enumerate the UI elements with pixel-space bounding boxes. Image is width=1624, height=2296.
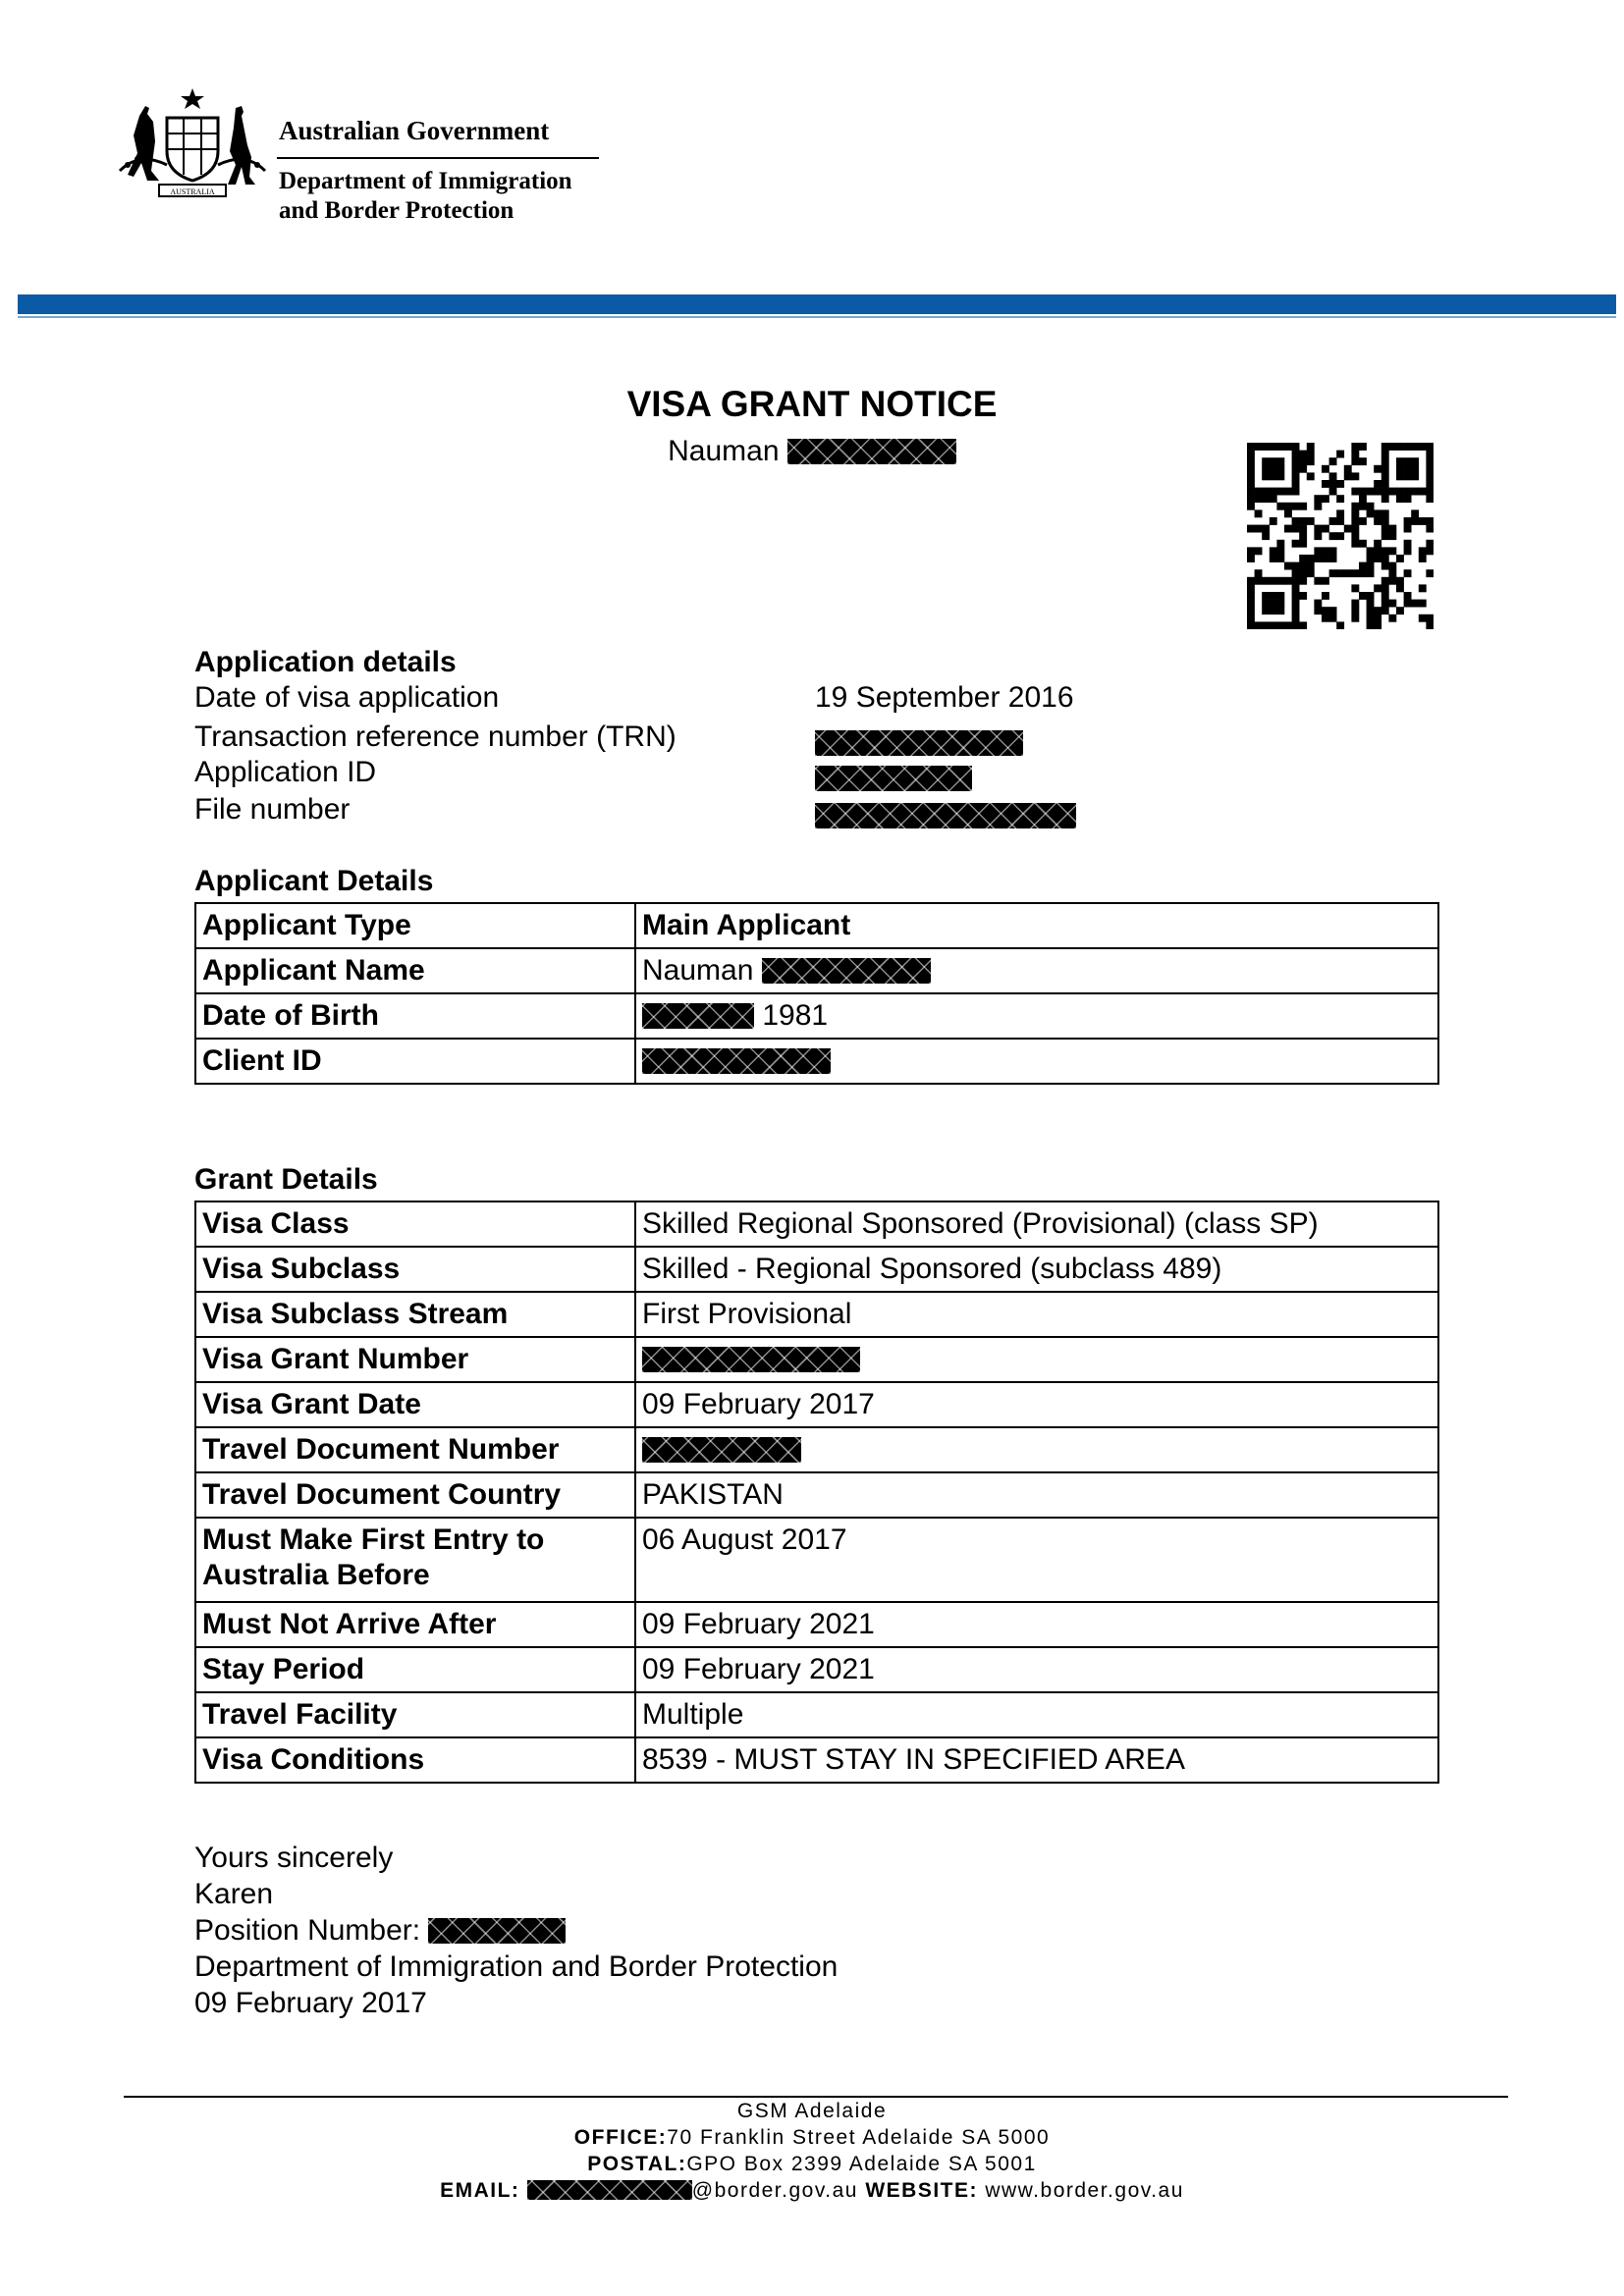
first-entry-deadline-value: 06 August 2017 — [635, 1518, 1438, 1602]
table-row — [195, 1382, 1438, 1427]
qr-code-icon — [1247, 443, 1434, 629]
must-not-arrive-after-value: 09 February 2021 — [635, 1602, 1438, 1647]
visa-grant-date-value: 09 February 2017 — [635, 1382, 1438, 1427]
signatory-department: Department of Immigration and Border Protection — [194, 1950, 839, 1983]
grant-details-table — [194, 1201, 1439, 1784]
date-of-birth-value: 1981 — [635, 993, 1438, 1039]
file-number-label: File number — [194, 793, 351, 826]
table-row — [195, 1692, 1438, 1737]
visa-class-value: Skilled Regional Sponsored (Provisional) (class SP) — [635, 1201, 1438, 1247]
applicant-name-label: Applicant Name — [195, 948, 635, 993]
header-band — [18, 294, 1616, 314]
applicant-details-table — [194, 902, 1439, 1085]
signature-date: 09 February 2017 — [194, 1987, 427, 2019]
travel-facility-label: Travel Facility — [195, 1692, 635, 1737]
client-id-value — [635, 1039, 1438, 1084]
date-of-application-label: Date of visa application — [194, 681, 500, 714]
visa-subclass-label: Visa Subclass — [195, 1247, 635, 1292]
svg-text:AUSTRALIA: AUSTRALIA — [170, 187, 215, 196]
visa-class-label: Visa Class — [195, 1201, 635, 1247]
coat-of-arms-logo — [110, 86, 275, 202]
applicant-name-value: Nauman — [635, 948, 1438, 993]
travel-document-country-value: PAKISTAN — [635, 1472, 1438, 1518]
grant-details-title: Grant Details — [194, 1163, 378, 1196]
table-row — [195, 903, 1438, 948]
table-row — [195, 993, 1438, 1039]
visa-subclass-stream-value: First Provisional — [635, 1292, 1438, 1337]
document-title: VISA GRANT NOTICE — [626, 384, 998, 424]
applicant-type-value: Main Applicant — [635, 903, 1438, 948]
table-row — [195, 1337, 1438, 1382]
table-row — [195, 1472, 1438, 1518]
date-of-birth-label: Date of Birth — [195, 993, 635, 1039]
applicant-type-label: Applicant Type — [195, 903, 635, 948]
table-row — [195, 1427, 1438, 1472]
must-not-arrive-after-label: Must Not Arrive After — [195, 1602, 635, 1647]
application-id-value — [815, 762, 972, 795]
email-link[interactable]: @border.gov.au — [691, 2179, 858, 2202]
visa-conditions-label: Visa Conditions — [195, 1737, 635, 1783]
visa-subclass-value: Skilled - Regional Sponsored (subclass 489) — [635, 1247, 1438, 1292]
first-entry-deadline-label: Must Make First Entry to Australia Before — [195, 1518, 635, 1602]
visa-subclass-stream-label: Visa Subclass Stream — [195, 1292, 635, 1337]
client-id-label: Client ID — [195, 1039, 635, 1084]
footer-divider — [124, 2096, 1508, 2098]
trn-label: Transaction reference number (TRN) — [194, 721, 677, 753]
footer-office-name: GSM Adelaide — [736, 2100, 888, 2122]
table-row — [195, 1647, 1438, 1692]
travel-document-country-label: Travel Document Country — [195, 1472, 635, 1518]
footer-postal-address: POSTAL:GPO Box 2399 Adelaide SA 5001 — [587, 2153, 1037, 2175]
table-row — [195, 1039, 1438, 1084]
visa-conditions-value: 8539 - MUST STAY IN SPECIFIED AREA — [635, 1737, 1438, 1783]
visa-grant-number-label: Visa Grant Number — [195, 1337, 635, 1382]
application-details-title: Application details — [194, 646, 457, 678]
travel-facility-value: Multiple — [635, 1692, 1438, 1737]
travel-document-number-value — [635, 1427, 1438, 1472]
table-row — [195, 1518, 1438, 1602]
recipient-first-name: Nauman — [668, 435, 780, 467]
date-of-application-value: 19 September 2016 — [815, 681, 1074, 714]
travel-document-number-label: Travel Document Number — [195, 1427, 635, 1472]
closing-text: Yours sincerely — [194, 1842, 394, 1874]
position-number: Position Number: — [194, 1914, 566, 1948]
footer-office-address: OFFICE:70 Franklin Street Adelaide SA 5000 — [573, 2126, 1051, 2149]
org-name: Australian Government — [279, 116, 550, 145]
department-name-line-2: and Border Protection — [279, 197, 514, 224]
department-name-line-1: Department of Immigration — [279, 168, 572, 194]
trn-value — [815, 726, 1023, 760]
footer-contact: EMAIL: @border.gov.au WEBSITE: www.border.gov.au — [440, 2179, 1184, 2202]
stay-period-label: Stay Period — [195, 1647, 635, 1692]
table-row — [195, 1737, 1438, 1783]
table-row — [195, 1292, 1438, 1337]
visa-grant-date-label: Visa Grant Date — [195, 1382, 635, 1427]
signatory-name: Karen — [194, 1878, 274, 1910]
redacted-surname — [787, 439, 956, 464]
visa-grant-number-value — [635, 1337, 1438, 1382]
table-row — [195, 948, 1438, 993]
table-row — [195, 1247, 1438, 1292]
applicant-details-title: Applicant Details — [194, 865, 434, 897]
header-divider — [277, 157, 599, 159]
stay-period-value: 09 February 2021 — [635, 1647, 1438, 1692]
website-link[interactable]: www.border.gov.au — [985, 2179, 1184, 2202]
application-id-label: Application ID — [194, 756, 377, 788]
table-row — [195, 1201, 1438, 1247]
file-number-value — [815, 799, 1076, 832]
table-row — [195, 1602, 1438, 1647]
